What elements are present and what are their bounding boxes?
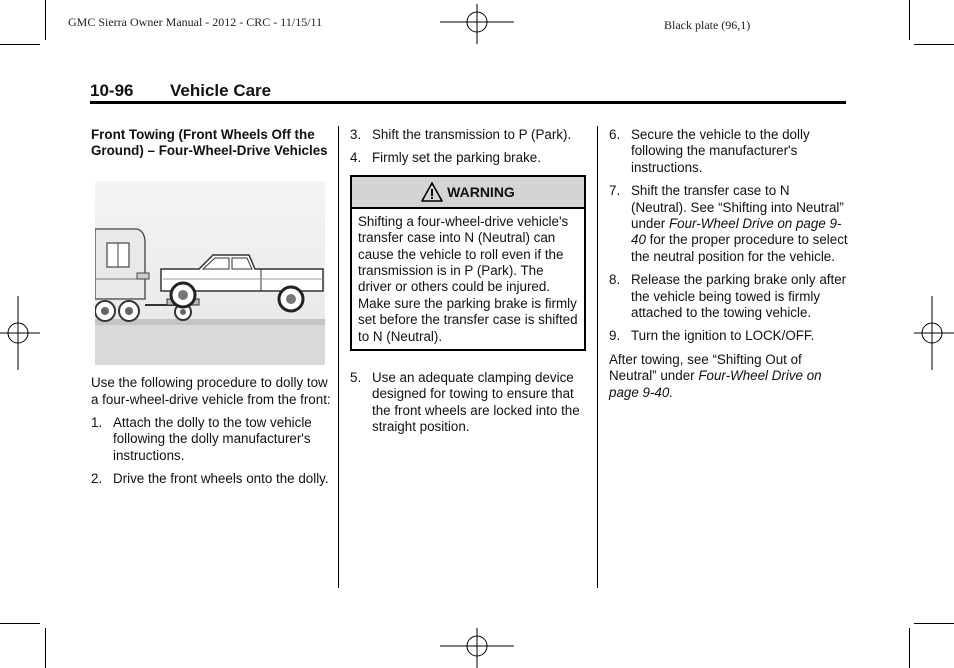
step-text: Attach the dolly to the tow vehicle following the dolly manufacturer's instructions. bbox=[113, 415, 312, 463]
crop-mark bbox=[914, 623, 954, 624]
steps-list bbox=[350, 127, 586, 167]
step-text: Turn the ignition to LOCK/OFF. bbox=[631, 328, 815, 344]
section-title: Vehicle Care bbox=[170, 81, 272, 100]
list-item bbox=[609, 272, 849, 321]
list-item bbox=[350, 150, 586, 166]
warning-box bbox=[350, 175, 586, 351]
crop-mark bbox=[914, 44, 954, 45]
step-text: Secure the vehicle to the dolly following the manufacturer's instructions. bbox=[631, 127, 810, 175]
step-text: Firmly set the parking brake. bbox=[372, 150, 541, 166]
intro-paragraph: Use the following procedure to dolly tow a four-wheel-drive vehicle from the front: bbox=[91, 375, 331, 407]
step-text: for the proper procedure to select the neutral position for the vehicle. bbox=[631, 232, 848, 264]
crop-mark bbox=[0, 44, 40, 45]
registration-mark-icon bbox=[914, 296, 954, 370]
step-number: 6. bbox=[609, 127, 621, 142]
registration-mark-icon bbox=[0, 296, 40, 370]
crop-mark bbox=[45, 0, 46, 40]
page-reference: Four-Wheel Drive on page 9-40 bbox=[631, 216, 842, 248]
header-rule bbox=[90, 101, 846, 104]
list-item bbox=[350, 127, 586, 143]
manual-header: GMC Sierra Owner Manual - 2012 - CRC - 11/15/11 bbox=[68, 15, 323, 29]
list-item bbox=[609, 127, 849, 176]
warning-triangle-icon bbox=[421, 182, 443, 202]
list-item bbox=[609, 328, 849, 344]
column-1 bbox=[91, 127, 331, 488]
list-item bbox=[91, 415, 331, 464]
step-number: 3. bbox=[350, 127, 362, 142]
column-divider bbox=[338, 126, 339, 588]
page-reference: Four-Wheel Drive on page 9-40 bbox=[609, 368, 822, 400]
step-text: Shift the transmission to P (Park). bbox=[372, 127, 572, 142]
warning-header bbox=[352, 177, 584, 209]
crop-mark bbox=[909, 628, 910, 668]
list-item bbox=[350, 370, 586, 436]
column-divider bbox=[597, 126, 598, 588]
step-number: 8. bbox=[609, 272, 621, 288]
column-3 bbox=[609, 127, 849, 401]
step-number: 4. bbox=[350, 150, 362, 166]
registration-mark-icon bbox=[440, 628, 514, 668]
list-item bbox=[609, 183, 849, 265]
step-number: 1. bbox=[91, 415, 103, 431]
paragraph-text: After towing, see “Shifting Out of Neutral” under bbox=[609, 351, 802, 384]
step-number: 2. bbox=[91, 471, 103, 487]
warning-title: WARNING bbox=[447, 183, 515, 200]
after-towing-paragraph bbox=[609, 352, 849, 401]
steps-list bbox=[609, 127, 849, 345]
paragraph-text: . bbox=[669, 384, 674, 400]
crop-mark bbox=[909, 0, 910, 40]
step-number: 9. bbox=[609, 328, 621, 344]
crop-mark bbox=[45, 628, 46, 668]
steps-list bbox=[91, 415, 331, 488]
step-text: Drive the front wheels onto the dolly. bbox=[113, 471, 329, 487]
registration-mark-icon bbox=[440, 4, 514, 44]
dolly-towing-illustration bbox=[95, 181, 325, 365]
page-title bbox=[90, 81, 846, 101]
step-text: Shift the transfer case to N (Neutral). See “Shifting into Neutral” under bbox=[631, 183, 844, 232]
crop-mark bbox=[0, 623, 40, 624]
step-text: Use an adequate clamping device designed for towing to ensure that the front wheels are locked into the straight position. bbox=[372, 370, 580, 435]
plate-label: Black plate (96,1) bbox=[664, 18, 751, 32]
list-item bbox=[91, 471, 331, 487]
page-number: 10-96 bbox=[90, 81, 134, 100]
step-text: Release the parking brake only after the vehicle being towed is firmly attached to the towing vehicle. bbox=[631, 272, 847, 321]
column-2 bbox=[350, 127, 586, 436]
step-number: 7. bbox=[609, 183, 621, 199]
steps-list bbox=[350, 370, 586, 436]
step-number: 5. bbox=[350, 370, 362, 386]
subheading: Front Towing (Front Wheels Off the Ground) – Four-Wheel-Drive Vehicles bbox=[91, 127, 328, 159]
warning-text: Shifting a four-wheel-drive vehicle's transfer case into N (Neutral) can cause the vehicle to roll even if the transmission is in P (Park). The driver or others could be injured. Make sure the parking brake is firmly set before the transfer case is shifted to N (Neutral). bbox=[358, 213, 578, 344]
